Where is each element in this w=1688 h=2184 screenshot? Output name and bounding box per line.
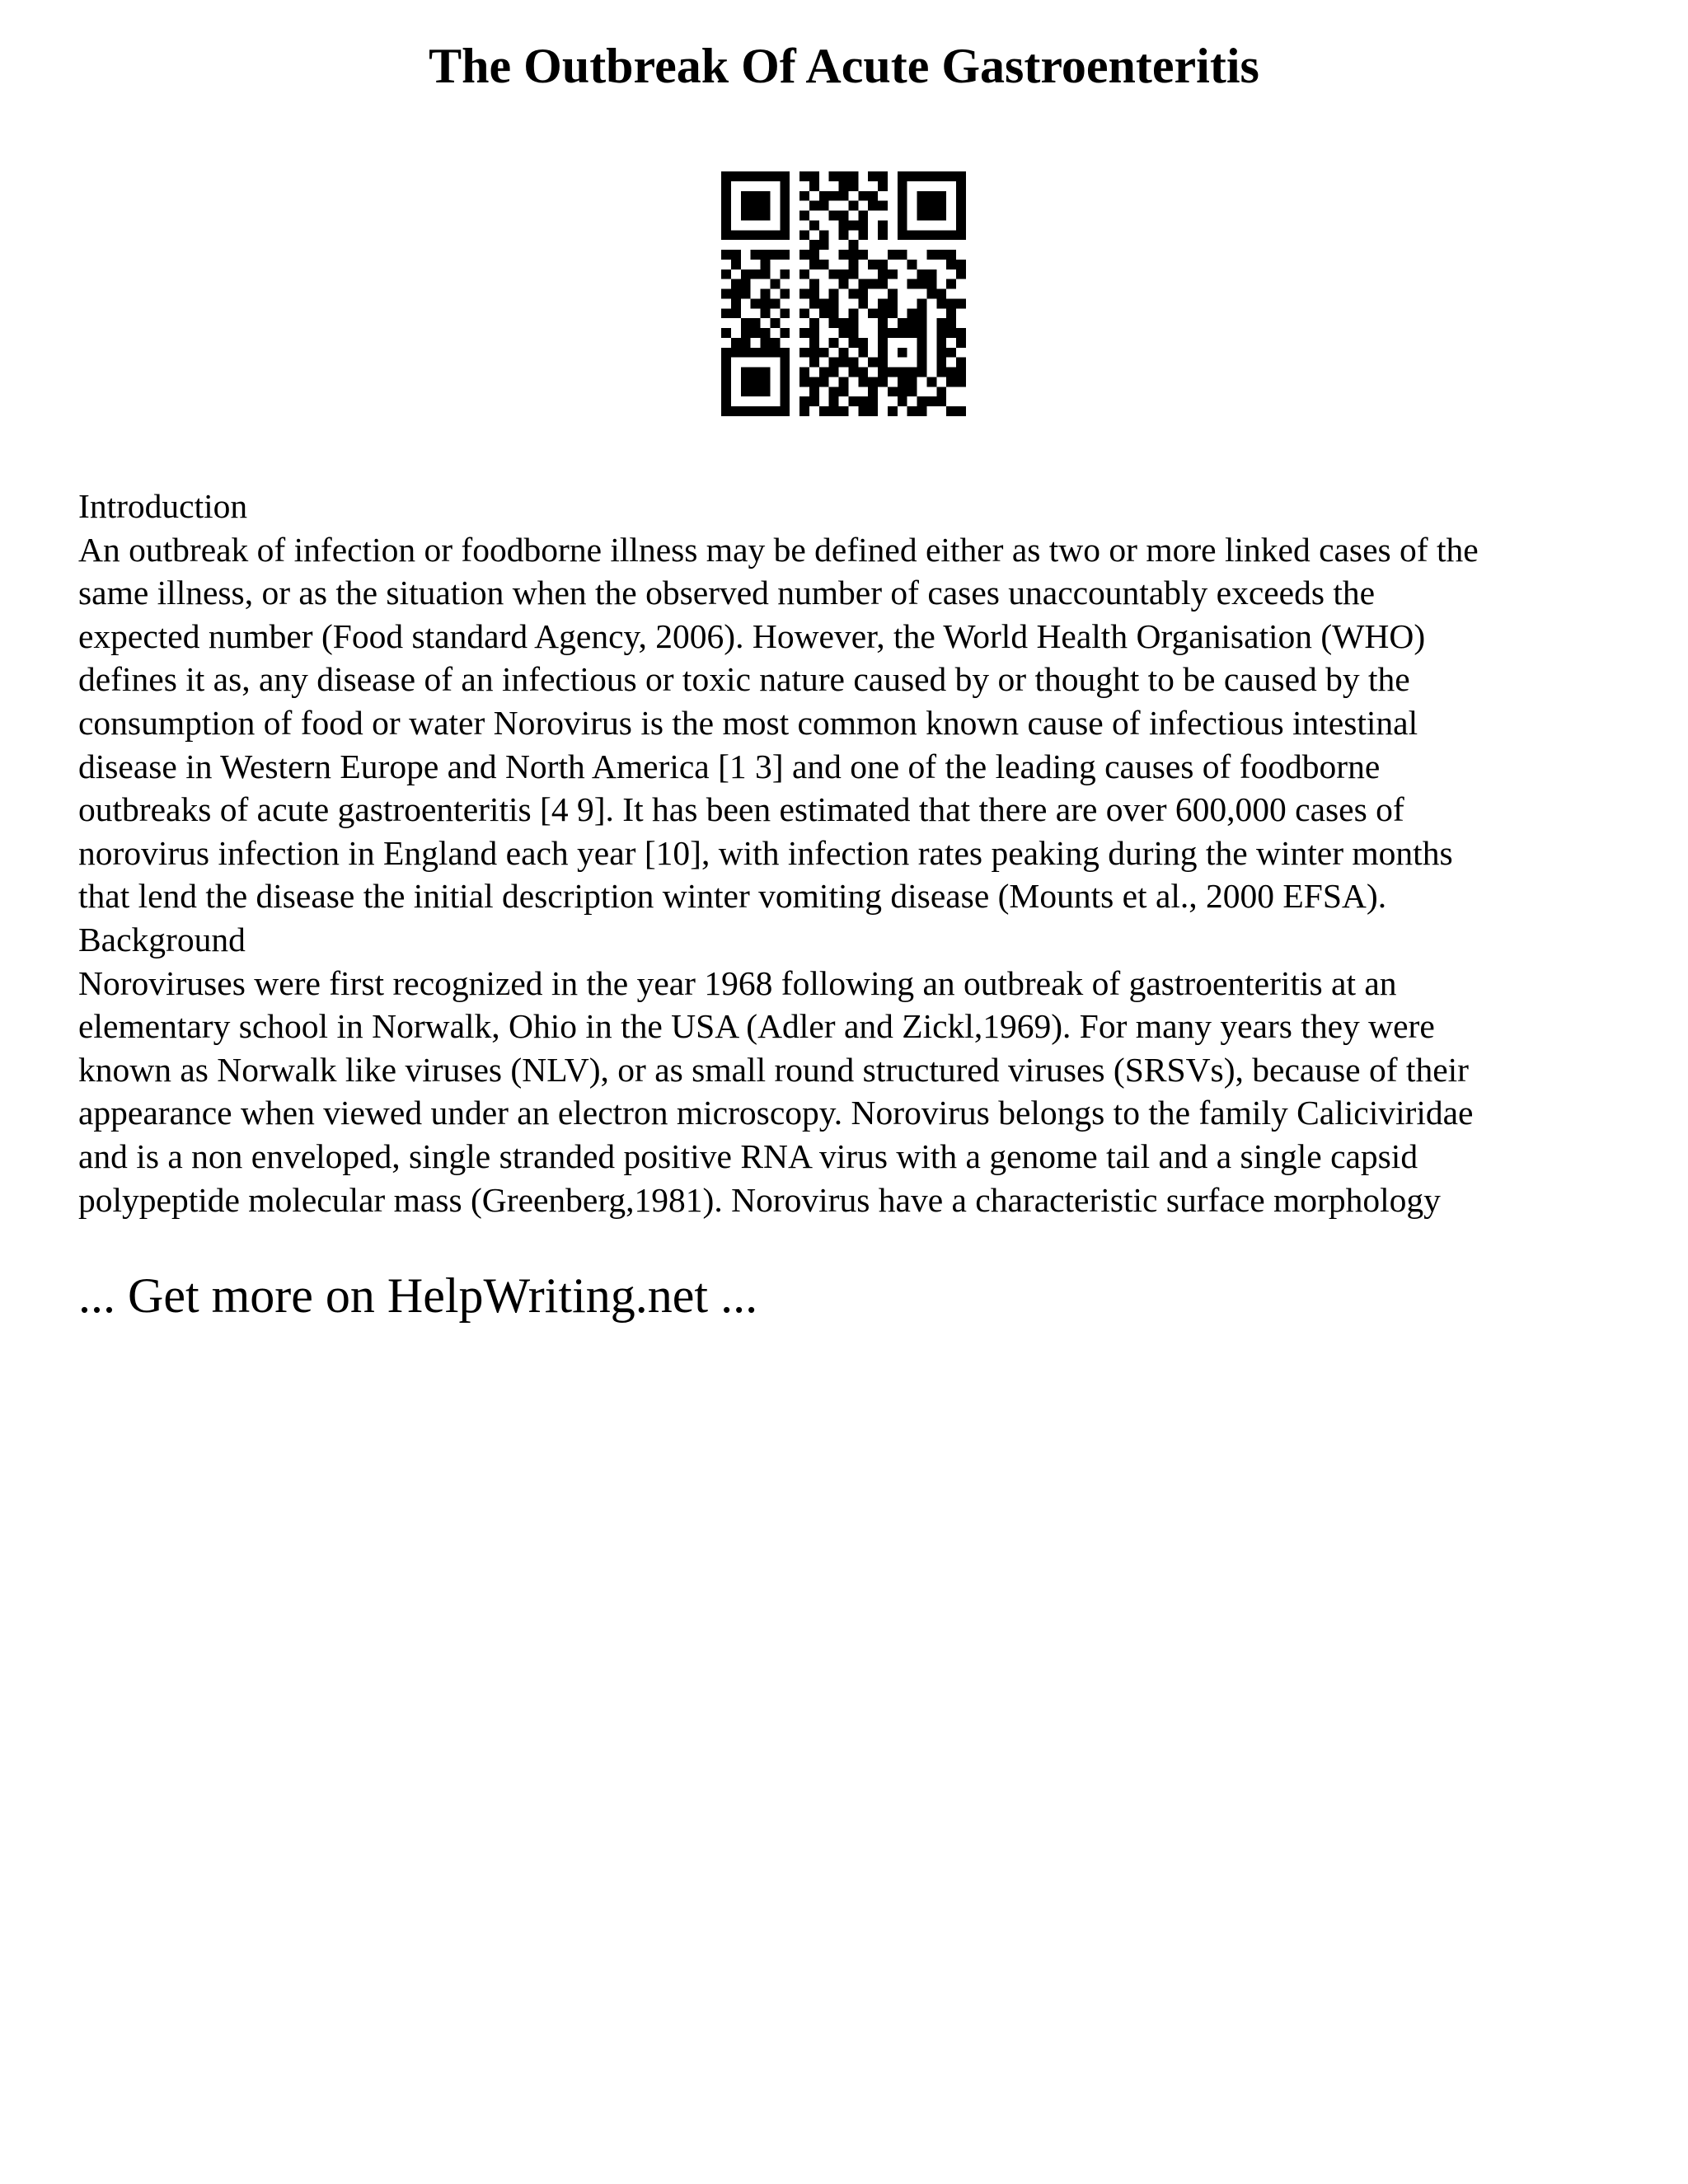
document-body (78, 485, 1620, 1221)
body-line: polypeptide molecular mass (Greenberg,1981). Norovirus have a characteristic surface morphology (78, 1180, 1441, 1219)
body-line: defines it as, any disease of an infectious or toxic nature caused by or thought to be caused by the (78, 660, 1410, 699)
body-line: consumption of food or water Norovirus is the most common known cause of infectious intestinal (78, 703, 1418, 742)
body-line: norovirus infection in England each year [10], with infection rates peaking during the winter months (78, 833, 1453, 872)
get-more-link[interactable]: ... Get more on HelpWriting.net ... (78, 1268, 758, 1323)
body-line: Noroviruses were first recognized in the year 1968 following an outbreak of gastroenteritis at an (78, 963, 1397, 1002)
section-heading-background: Background (78, 920, 246, 958)
body-line: same illness, or as the situation when the observed number of cases unaccountably exceeds the (78, 574, 1376, 612)
body-line: known as Norwalk like viruses (NLV), or as small round structured viruses (SRSVs), because of their (78, 1050, 1469, 1089)
body-line: outbreaks of acute gastroenteritis [4 9]. It has been estimated that there are over 600,000 cases of (78, 790, 1404, 829)
body-line: An outbreak of infection or foodborne illness may be defined either as two or more linked cases of the (78, 530, 1479, 569)
body-line: disease in Western Europe and North America [1 3] and one of the leading causes of foodborne (78, 747, 1381, 785)
body-line: elementary school in Norwalk, Ohio in the USA (Adler and Zickl,1969). For many years they were (78, 1007, 1435, 1046)
body-line: expected number (Food standard Agency, 2006). However, the World Health Organisation (WHO) (78, 616, 1426, 655)
body-line: appearance when viewed under an electron microscopy. Norovirus belongs to the family Caliciviridae (78, 1094, 1474, 1132)
section-heading-introduction: Introduction (78, 487, 248, 525)
qr-code-icon (721, 171, 966, 416)
page-title: The Outbreak Of Acute Gastroenteritis (429, 39, 1259, 93)
body-line: and is a non enveloped, single stranded positive RNA virus with a genome tail and a single capsid (78, 1137, 1418, 1175)
body-line: that lend the disease the initial description winter vomiting disease (Mounts et al., 2000 EFSA). (78, 877, 1387, 916)
